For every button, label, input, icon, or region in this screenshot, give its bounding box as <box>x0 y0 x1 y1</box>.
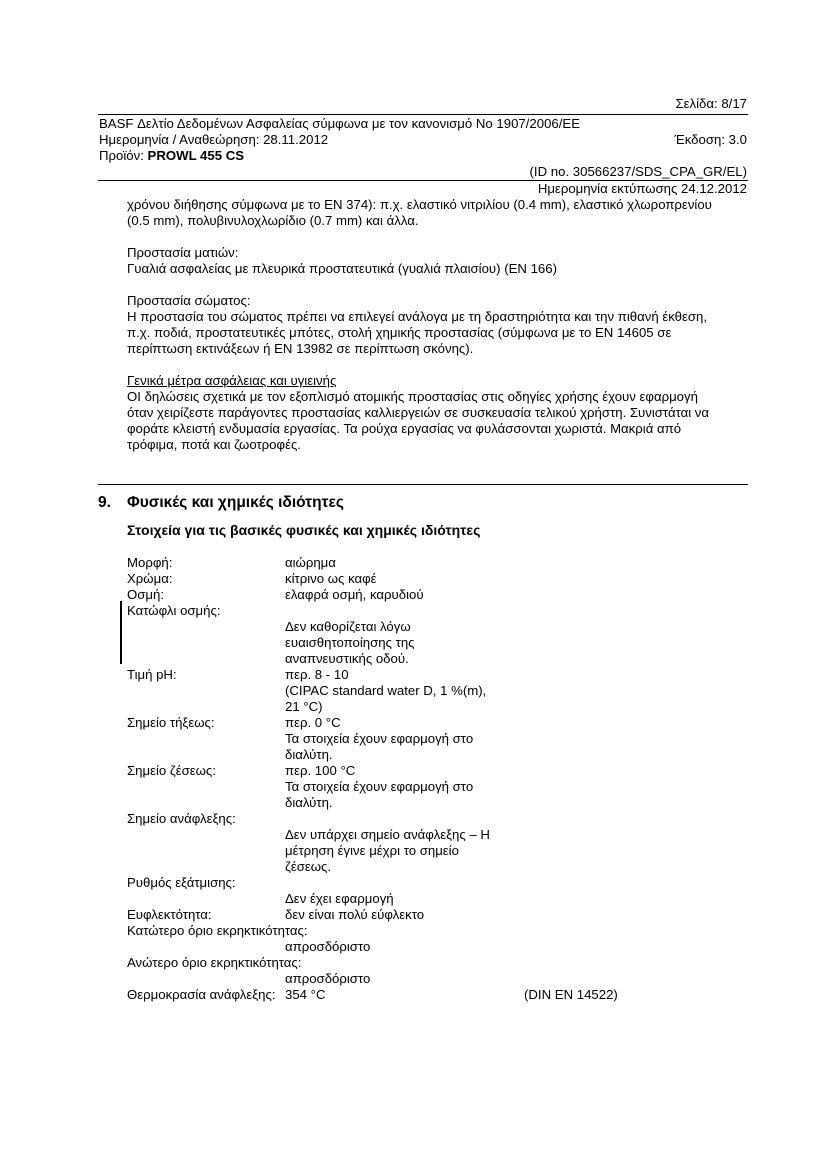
property-label: Θερμοκρασία ανάφλεξης: <box>127 987 276 1002</box>
product-line <box>99 148 244 164</box>
eye-protection-heading: Προστασία ματιών: <box>127 245 239 260</box>
page-number: Σελίδα: 8/17 <box>675 96 747 111</box>
property-value: 354 °C <box>285 987 326 1002</box>
property-label: Ευφλεκτότητα: <box>127 907 212 922</box>
body-protection-text: Η προστασία του σώματος πρέπει να επιλεγεί ανάλογα με τη δραστηριότητα και την πιθανή έκθεση, <box>127 309 707 324</box>
property-value: (CIPAC standard water D, 1 %(m), <box>285 683 487 698</box>
hygiene-heading: Γενικά μέτρα ασφάλειας και υγιεινής <box>127 373 337 388</box>
property-value: δεν είναι πολύ εύφλεκτο <box>285 907 425 922</box>
property-value: απροσδόριστο <box>285 939 371 954</box>
section-rule <box>98 484 748 485</box>
body-protection-heading: Προστασία σώματος: <box>127 293 251 308</box>
id-number: (ID no. 30566237/SDS_CPA_GR/EL) <box>529 164 747 179</box>
property-value: Δεν έχει εφαρμογή <box>285 891 394 906</box>
eye-protection-text: Γυαλιά ασφαλείας με πλευρικά προστατευτικά (γυαλιά πλαισίου) (EN 166) <box>127 261 557 276</box>
version: Έκδοση: 3.0 <box>674 132 747 147</box>
property-label: Χρώμα: <box>127 571 173 586</box>
property-value: ελαφρά οσμή, καρυδιού <box>285 587 424 602</box>
property-value: περ. 0 °C <box>285 715 341 730</box>
property-value: 21 °C) <box>285 699 323 714</box>
property-label: Σημείο ανάφλεξης: <box>127 811 236 826</box>
revision-change-bar <box>120 601 122 664</box>
property-label: Τιμή pH: <box>127 667 177 682</box>
property-label: Σημείο ζέσεως: <box>127 763 216 778</box>
property-value: διαλύτη. <box>285 795 333 810</box>
property-label: Σημείο τήξεως: <box>127 715 215 730</box>
test-method: (DIN EN 14522) <box>524 987 618 1002</box>
property-value: Δεν υπάρχει σημείο ανάφλεξης – Η <box>285 827 490 842</box>
property-label: Μορφή: <box>127 555 173 570</box>
property-value: ευαισθητοποίησης της <box>285 635 415 650</box>
section-title: Φυσικές και χημικές ιδιότητες <box>127 494 344 511</box>
gloves-text-line: χρόνου διήθησης σύμφωνα με το EN 374): π.χ. ελαστικό νιτριλίου (0.4 mm), ελαστικό χλωροπρενίου <box>127 197 712 212</box>
revision-date: Ημερομηνία / Αναθεώρηση: 28.11.2012 <box>99 132 329 147</box>
product-label: Προϊόν: <box>99 148 148 163</box>
property-value: αναπνευστικής οδού. <box>285 651 409 666</box>
property-value: αιώρημα <box>285 555 336 570</box>
product-name: PROWL 455 CS <box>147 148 245 163</box>
property-label: Κατώφλι οσμής: <box>127 603 221 618</box>
body-protection-text: περίπτωση εκτινάξεων ή EN 13982 σε περίπτωση σκόνης). <box>127 341 474 356</box>
section-number: 9. <box>98 494 111 511</box>
section-subtitle: Στοιχεία για τις βασικές φυσικές και χημικές ιδιότητες <box>127 522 481 538</box>
hygiene-text: όταν χειρίζεστε παράγοντες προστασίας καλλιεργειών σε συσκευασία τελικού χρήστη. Συνιστάται να <box>127 405 710 420</box>
hygiene-text: ΟΙ δηλώσεις σχετικά με τον εξοπλισμό ατομικής προστασίας στις οδηγίες χρήσης έχουν εφαρμογή <box>127 389 698 404</box>
property-label: Ρυθμός εξάτμισης: <box>127 875 236 890</box>
property-label: Κατώτερο όριο εκρηκτικότητας: <box>127 923 308 938</box>
property-value: κίτρινο ως καφέ <box>285 571 377 586</box>
property-value: περ. 100 °C <box>285 763 356 778</box>
hygiene-text: τρόφιμα, ποτά και ζωοτροφές. <box>127 437 301 452</box>
property-value: Τα στοιχεία έχουν εφαρμογή στο <box>285 779 474 794</box>
document-title: BASF Δελτίο Δεδομένων Ασφαλείας σύμφωνα με τον κανονισμό Νο 1907/2006/ΕΕ <box>99 116 581 131</box>
property-value: Δεν καθορίζεται λόγω <box>285 619 411 634</box>
property-value: ζέσεως. <box>285 859 332 874</box>
property-value: απροσδόριστο <box>285 971 371 986</box>
property-value: διαλύτη. <box>285 747 333 762</box>
property-value: περ. 8 - 10 <box>285 667 349 682</box>
header-top-rule <box>98 114 748 115</box>
property-label: Οσμή: <box>127 587 164 602</box>
property-label: Ανώτερο όριο εκρηκτικότητας: <box>127 955 302 970</box>
property-value: μέτρηση έγινε μέχρι το σημείο <box>285 843 459 858</box>
hygiene-text: φοράτε κλειστή ενδυμασία εργασίας. Τα ρούχα εργασίας να φυλάσσονται χωριστά. Μακριά από <box>127 421 682 436</box>
property-value: Τα στοιχεία έχουν εφαρμογή στο <box>285 731 474 746</box>
gloves-text-line: (0.5 mm), πολυβινυλοχλωρίδιο (0.7 mm) και άλλα. <box>127 213 419 228</box>
print-date: Ημερομηνία εκτύπωσης 24.12.2012 <box>537 181 747 196</box>
body-protection-text: π.χ. ποδιά, προστατευτικές μπότες, στολή χημικής προστασίας (σύμφωνα με το EN 14605 σε <box>127 325 672 340</box>
